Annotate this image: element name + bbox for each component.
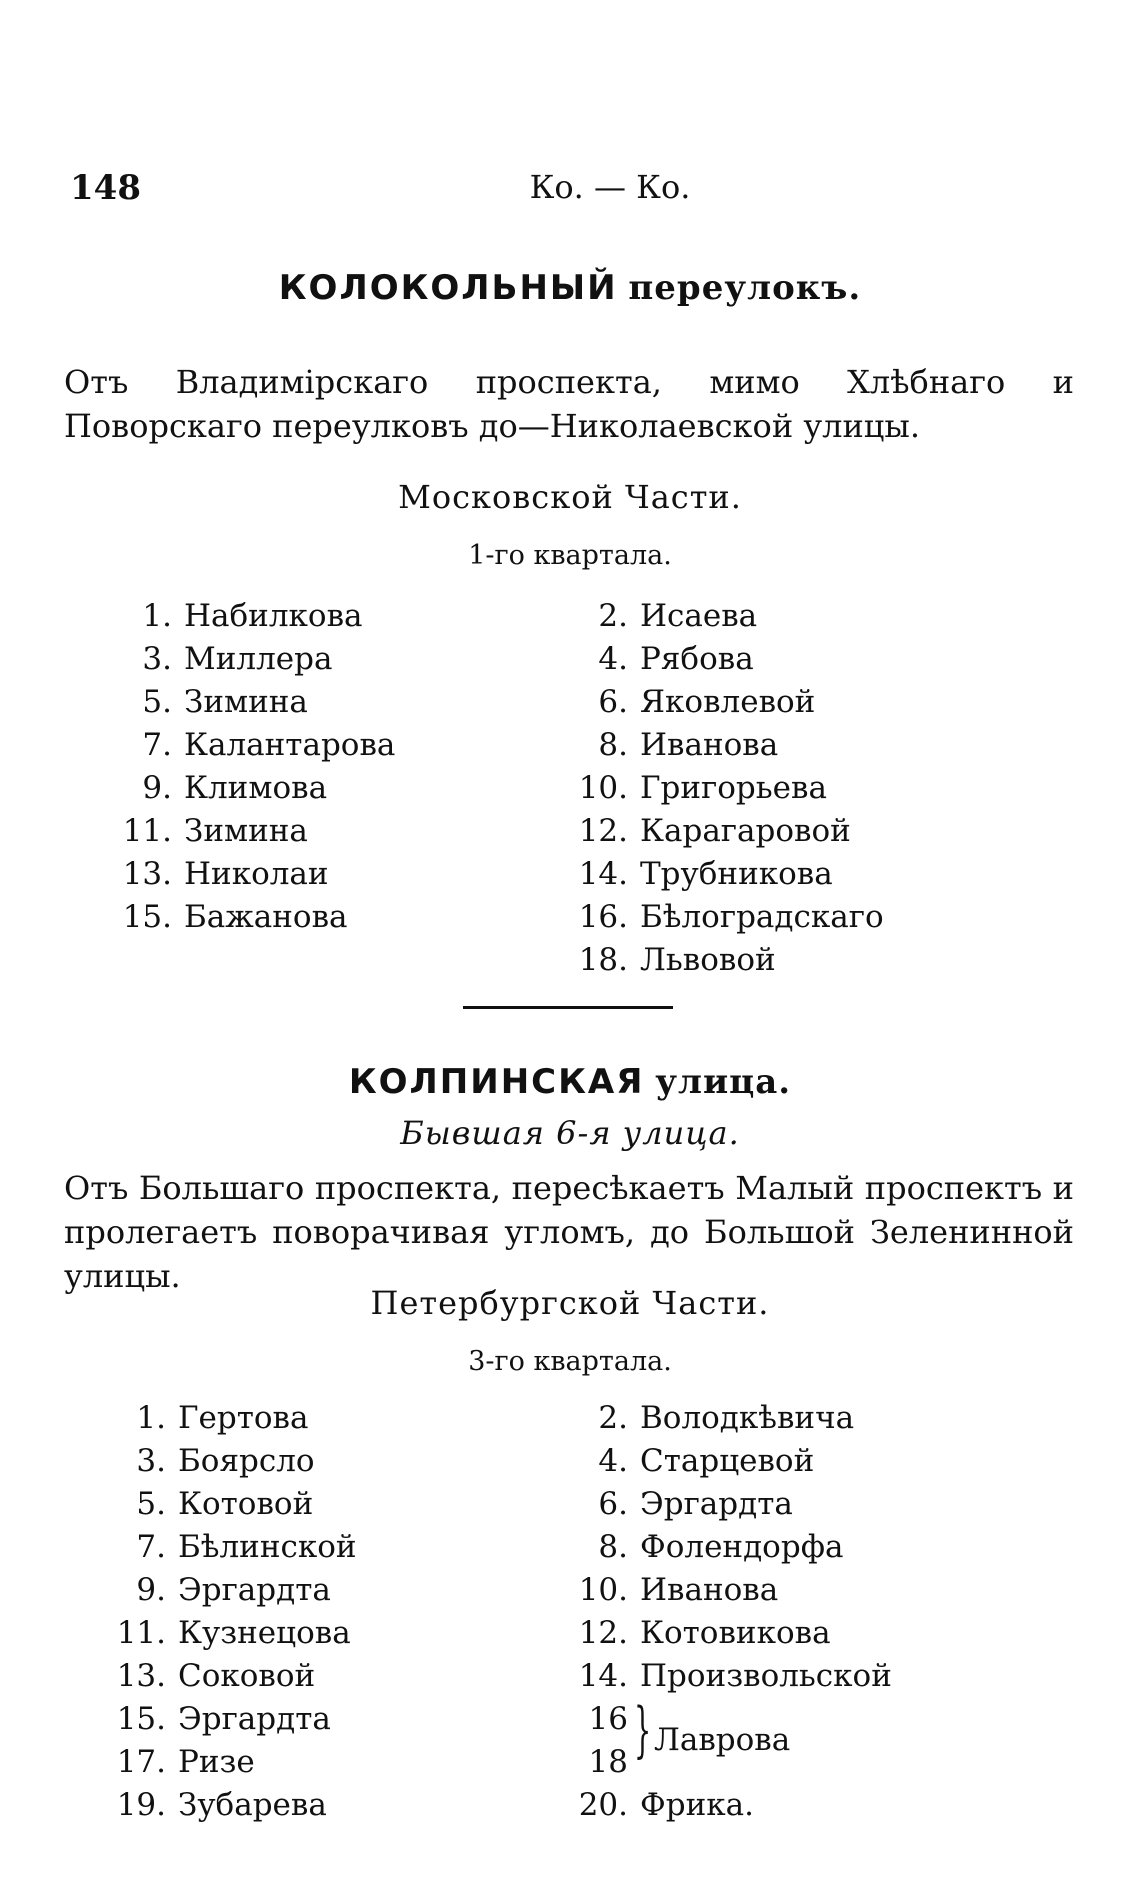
running-head xyxy=(70,168,1070,214)
brace-symbol: } xyxy=(634,1695,652,1765)
list-item: 9. Эргардта xyxy=(136,1572,331,1608)
section-title-kolpinskaya xyxy=(0,1062,1140,1102)
list-item: 3. Миллера xyxy=(142,641,333,677)
list-item: 2. Володкѣвича xyxy=(598,1400,855,1436)
list-item: 10. Григорьева xyxy=(578,770,827,806)
list-item: 5. Зимина xyxy=(142,684,308,720)
list-item: 13. Соковой xyxy=(116,1658,316,1694)
section-divider xyxy=(463,1006,673,1009)
quarter-name: 3-го квартала. xyxy=(468,1346,672,1377)
page-number: 148 xyxy=(70,168,141,208)
street-name: КОЛПИНСКАЯ xyxy=(348,1062,645,1102)
list-item: 6. Эргардта xyxy=(598,1486,793,1522)
list-item: 9. Климова xyxy=(142,770,328,806)
list-item: 14. Произвольской xyxy=(578,1658,892,1694)
list-item: 10. Иванова xyxy=(578,1572,779,1608)
street-name: КОЛОКОЛЬНЫЙ xyxy=(278,268,618,308)
list-item: 17. Ризе xyxy=(116,1744,255,1780)
list-item: 1. Гертова xyxy=(136,1400,309,1436)
former-name: Бывшая 6-я улица. xyxy=(400,1114,740,1152)
list-item: 7. Бѣлинской xyxy=(136,1529,357,1565)
list-item: 11. Кузнецова xyxy=(116,1615,351,1651)
list-item: 14. Трубникова xyxy=(578,856,833,892)
list-item: 19. Зубарева xyxy=(116,1787,327,1823)
list-item: 3. Боярсло xyxy=(136,1443,315,1479)
list-item: 11. Зимина xyxy=(122,813,308,849)
list-item: 4. Рябова xyxy=(598,641,754,677)
list-item: 13. Николаи xyxy=(122,856,329,892)
list-item: 12. Котовикова xyxy=(578,1615,831,1651)
list-item: 1. Набилкова xyxy=(142,598,363,634)
list-item: 6. Яковлевой xyxy=(598,684,816,720)
part-name: Петербургской Части. xyxy=(370,1284,770,1322)
list-item: 2. Исаева xyxy=(598,598,758,634)
list-item: 20. Фрика. xyxy=(578,1787,754,1823)
list-item: 8. Иванова xyxy=(598,727,779,763)
running-title: Ко. — Ко. xyxy=(529,168,691,206)
list-item: 12. Карагаровой xyxy=(578,813,851,849)
list-item: 4. Старцевой xyxy=(598,1443,815,1479)
route-description: Отъ Большаго проспекта, пересѣкаетъ Малый проспектъ и пролегаетъ поворачивая угломъ, до Большой Зеленинной улицы. xyxy=(64,1169,1074,1295)
list-item-shared-number-18: 18 xyxy=(588,1744,628,1780)
part-name: Московской Части. xyxy=(398,478,742,516)
list-item: 16. Бѣлоградскаго xyxy=(578,899,884,935)
section-title-kolokolny xyxy=(0,268,1140,308)
route-description: Отъ Владимірскаго проспекта, мимо Хлѣбнаго и Поворскаго переулковъ до—Николаевской улицы. xyxy=(64,363,1074,445)
street-type: переулокъ. xyxy=(628,268,862,308)
shared-owner: Лаврова xyxy=(654,1722,791,1758)
list-item: 8. Фолендорфа xyxy=(598,1529,844,1565)
list-item: 15. Бажанова xyxy=(122,899,348,935)
list-item: 18. Львовой xyxy=(578,942,776,978)
list-item-shared-number-16: 16 xyxy=(588,1701,628,1737)
quarter-name: 1-го квартала. xyxy=(468,540,672,571)
list-item: 7. Калантарова xyxy=(142,727,396,763)
street-type: улица. xyxy=(655,1062,792,1102)
list-item: 5. Котовой xyxy=(136,1486,314,1522)
list-item: 15. Эргардта xyxy=(116,1701,331,1737)
